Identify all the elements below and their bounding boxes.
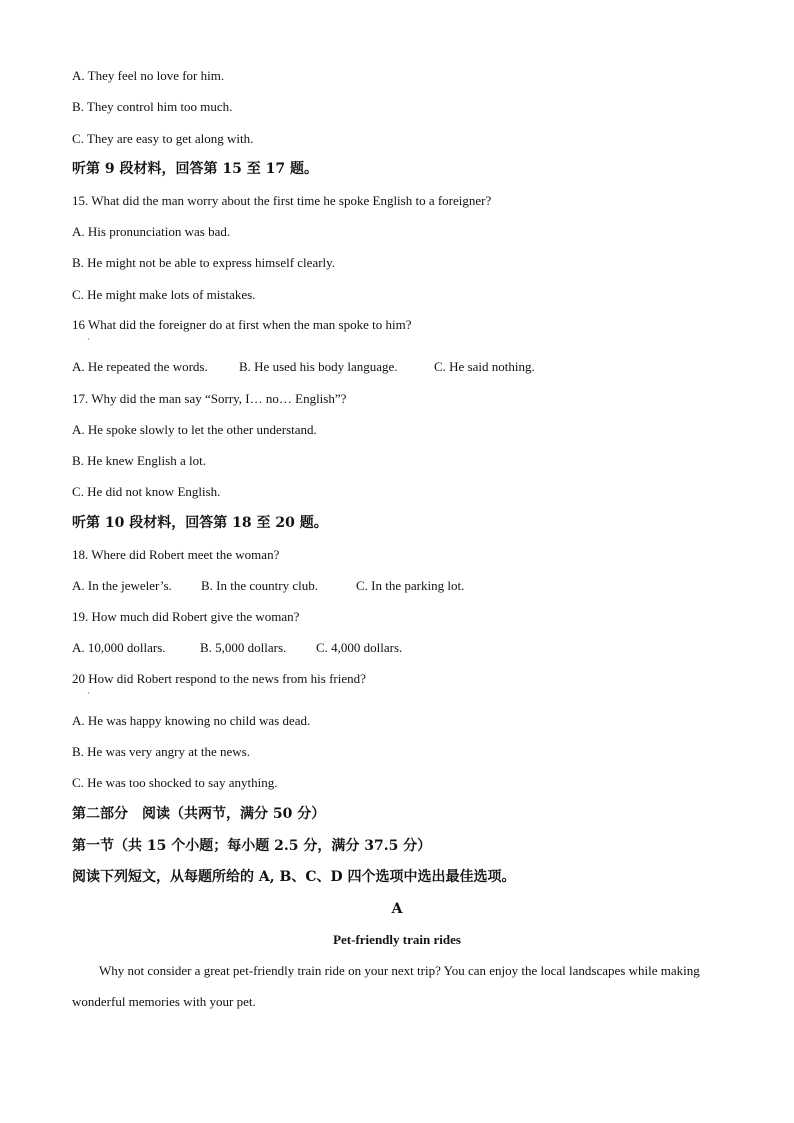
- q19-question: 19. How much did Robert give the woman?: [72, 609, 300, 624]
- q16-options: [72, 359, 535, 375]
- q14-option-a: A. They feel no love for him.: [72, 68, 225, 83]
- q16-question: 16 What did the foreigner do at first when the man spoke to him?: [72, 317, 412, 332]
- passage-title: Pet-friendly train rides: [333, 932, 461, 947]
- q14-option-b: B. They control him too much.: [72, 99, 233, 114]
- q17-option-a: A. He spoke slowly to let the other understand.: [72, 422, 317, 437]
- q16-dot: ·: [87, 335, 90, 344]
- q20-option-a: A. He was happy knowing no child was dead.: [72, 713, 311, 728]
- q18-question: 18. Where did Robert meet the woman?: [72, 547, 280, 562]
- section9-header: 听第 9 段材料，回答第 15 至 17 题。: [72, 161, 318, 177]
- q19-option-b: B. 5,000 dollars.: [200, 640, 287, 655]
- q20-dot: ·: [87, 689, 90, 698]
- part2-header: 第二部分 阅读（共两节，满分 50 分）: [72, 806, 326, 822]
- q16-option-b: B. He used his body language.: [239, 359, 398, 374]
- q15-option-a: A. His pronunciation was bad.: [72, 224, 231, 239]
- passage-label: A: [391, 901, 403, 917]
- q18-option-b: B. In the country club.: [201, 578, 318, 593]
- section10-header: 听第 10 段材料，回答第 18 至 20 题。: [72, 515, 328, 531]
- q20-option-b: B. He was very angry at the news.: [72, 744, 250, 759]
- q19-option-c: C. 4,000 dollars.: [316, 640, 403, 655]
- passage-text: Why not consider a great pet-friendly train ride on your next trip? You can enjoy the local landscapes while making wonderful memories with your pet.: [72, 963, 700, 1009]
- q15-option-b: B. He might not be able to express himself clearly.: [72, 255, 336, 270]
- section1-header: 第一节（共 15 个小题；每小题 2.5 分，满分 37.5 分）: [72, 838, 432, 854]
- q16-option-c: C. He said nothing.: [434, 359, 535, 374]
- q15-question: 15. What did the man worry about the first time he spoke English to a foreigner?: [72, 193, 492, 208]
- q16-option-a: A. He repeated the words.: [72, 359, 208, 374]
- q14-option-c: C. They are easy to get along with.: [72, 131, 254, 146]
- q19-option-a: A. 10,000 dollars.: [72, 640, 166, 655]
- q17-question: 17. Why did the man say “Sorry, I… no… English”?: [72, 391, 347, 406]
- q18-options: [72, 578, 464, 594]
- q20-question: 20 How did Robert respond to the news from his friend?: [72, 671, 366, 686]
- q18-option-a: A. In the jeweler’s.: [72, 578, 172, 593]
- q17-option-c: C. He did not know English.: [72, 484, 221, 499]
- q18-option-c: C. In the parking lot.: [356, 578, 465, 593]
- q17-option-b: B. He knew English a lot.: [72, 453, 206, 468]
- q19-options: [72, 640, 402, 656]
- instructions: 阅读下列短文，从每题所给的 A, B、C、D 四个选项中选出最佳选项。: [72, 869, 516, 885]
- q20-option-c: C. He was too shocked to say anything.: [72, 775, 278, 790]
- q15-option-c: C. He might make lots of mistakes.: [72, 287, 256, 302]
